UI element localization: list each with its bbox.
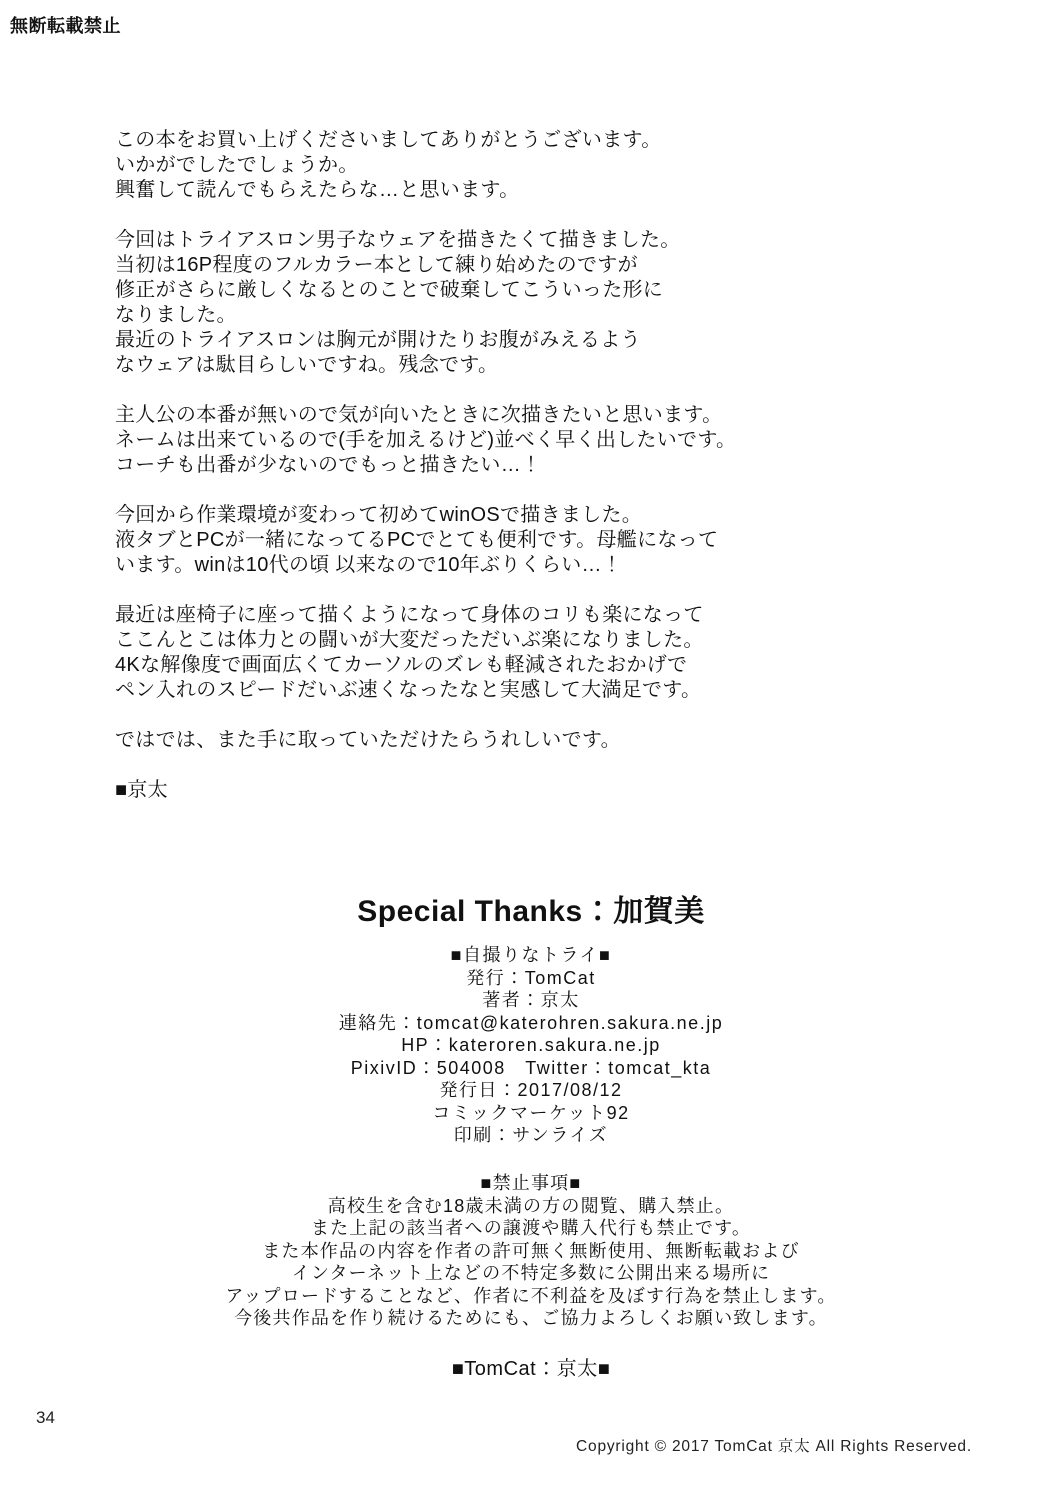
prohibitions-title: ■禁止事項■ — [480, 1173, 582, 1193]
homepage-line: HP：kateroren.sakura.ne.jp — [401, 1035, 661, 1055]
prohibition-line: また上記の該当者への譲渡や購入代行も禁止です。 — [310, 1218, 752, 1238]
pixiv-twitter-line: PixivID：504008 Twitter：tomcat_kta — [350, 1057, 712, 1078]
afterword-paragraph — [115, 728, 945, 753]
publish-date-line: 発行日：2017/08/12 — [439, 1080, 623, 1100]
prohibition-line: 高校生を含む18歳未満の方の閲覧、購入禁止。 — [327, 1195, 735, 1216]
afterword-line: なウェアは駄目らしいですね。残念です。 — [115, 354, 499, 376]
page-number: 34 — [36, 1408, 55, 1427]
afterword-paragraph — [115, 128, 945, 203]
event-line: コミックマーケット92 — [432, 1102, 630, 1123]
afterword-line: この本をお買い上げくださいましてありがとうございます。 — [115, 129, 662, 151]
afterword-line: ここんとこは体力との闘いが大変だっただいぶ楽になりました。 — [115, 629, 704, 651]
colophon-block — [0, 944, 1062, 1147]
afterword-line: 今回から作業環境が変わって初めてwinOSで描きました。 — [115, 504, 643, 526]
afterword-line: 修正がさらに厳しくなるとのことで破棄してこういった形に — [115, 279, 664, 301]
prohibition-line: アップロードすることなど、作者に不利益を及ぼす行為を禁止します。 — [225, 1285, 837, 1306]
special-thanks-heading: Special Thanks：加賀美 — [357, 895, 705, 928]
prohibition-line: 今後共作品を作り続けるためにも、ご協力よろしくお願い致します。 — [234, 1308, 828, 1328]
afterword-paragraph — [115, 603, 945, 703]
afterword-line: います。winは10代の頃 以来なので10年ぶりくらい…！ — [115, 554, 623, 576]
afterword-line: 今回はトライアスロン男子なウェアを描きたくて描きました。 — [115, 229, 681, 251]
afterword-line: 最近は座椅子に座って描くようになって身体のコリも楽になって — [115, 604, 704, 626]
afterword-line: 液タブとPCが一緒になってるPCでとても便利です。母艦になって — [115, 529, 719, 551]
prohibition-line: また本作品の内容を作者の許可無く無断使用、無断転載および — [262, 1240, 800, 1261]
circle-credit: ■TomCat：京太■ — [451, 1358, 611, 1380]
no-reproduction-notice: 無断転載禁止 — [10, 16, 121, 36]
copyright-line: Copyright © 2017 TomCat 京太 All Rights Reserved. — [576, 1438, 972, 1455]
afterword-line: 主人公の本番が無いので気が向いたときに次描きたいと思います。 — [115, 404, 723, 426]
afterword-line: コーチも出番が少ないのでもっと描きたい…！ — [115, 454, 542, 476]
publisher-line: 発行：TomCat — [466, 967, 596, 988]
afterword-line: 興奮して読んでもらえたらな…と思います。 — [115, 179, 520, 201]
afterword-line: ペン入れのスピードだいぶ速くなったなと実感して大満足です。 — [115, 679, 702, 701]
printer-line: 印刷：サンライズ — [453, 1125, 609, 1145]
prohibitions-block — [0, 1172, 1062, 1330]
contact-email-line: 連絡先：tomcat@katerohren.sakura.ne.jp — [338, 1012, 724, 1033]
afterword-line: ではでは、また手に取っていただけたらうれしいです。 — [115, 729, 621, 751]
afterword-line: ネームは出来ているので(手を加えるけど)並べく早く出したいです。 — [115, 429, 737, 451]
afterword-line: 当初は16P程度のフルカラー本として練り始めたのですが — [115, 254, 638, 276]
afterword-line: なりました。 — [115, 304, 237, 326]
afterword-line: いかがでしたでしょうか。 — [115, 154, 359, 176]
afterword-line: 4Kな解像度で画面広くてカーソルのズレも軽減されたおかげで — [115, 654, 688, 676]
afterword-paragraph — [115, 403, 945, 478]
author-signature: ■京太 — [115, 779, 168, 801]
afterword-text — [115, 128, 945, 803]
afterword-paragraph — [115, 228, 945, 378]
book-title: ■自撮りなトライ■ — [450, 945, 612, 965]
afterword-paragraph — [115, 503, 945, 578]
afterword-line: 最近のトライアスロンは胸元が開けたりお腹がみえるよう — [115, 329, 641, 351]
prohibition-line: インターネット上などの不特定多数に公開出来る場所に — [291, 1263, 771, 1283]
author-line: 著者：京太 — [482, 990, 580, 1010]
